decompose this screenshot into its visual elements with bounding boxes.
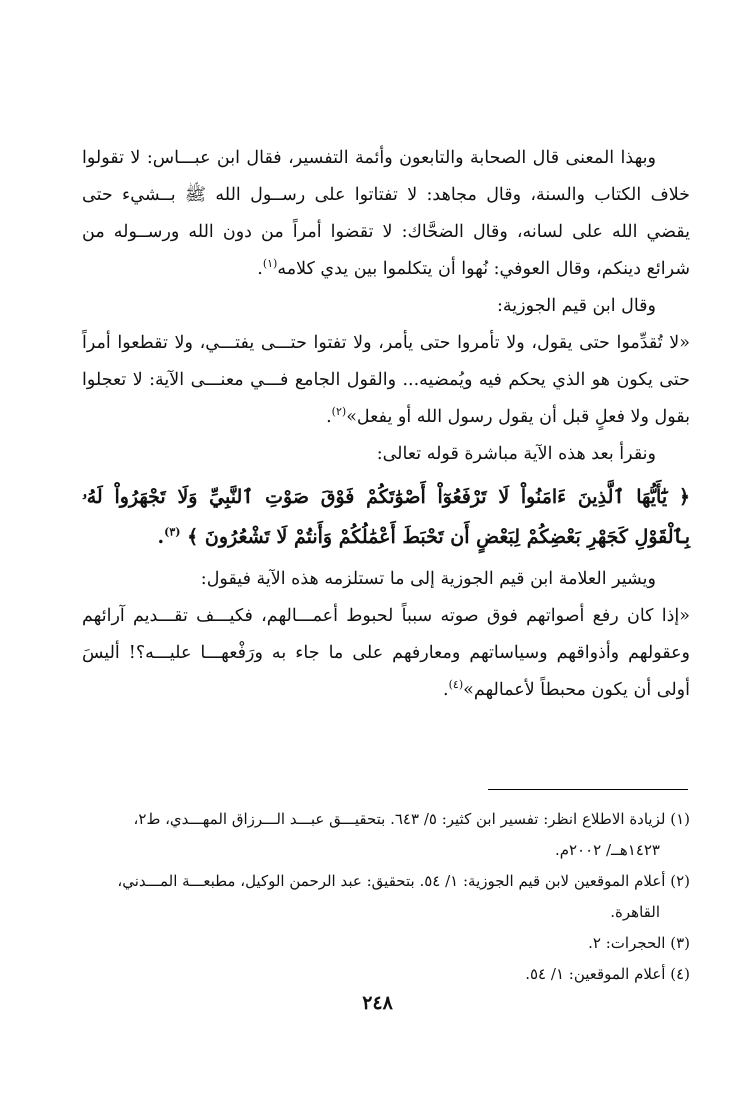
paragraph-1-text: وبهذا المعنى قال الصحابة والتابعون وأئمة التفسير، فقال ابن عبـــاس: لا تقولوا خلاف الكتاب والسنة، وقال مجاهد: لا تفتاتوا على رســول الله ﷺ بــشيء حتى يقضي الله على لسانه، وقال الضحَّاك: لا تقضوا أمراً من دون الله ورســوله من شرائع دينكم، وقال العوفي: نُهوا أن يتكلموا بين يدي كلامه <box>82 148 690 279</box>
footnote-2-line1: (٢) أعلام الموقعين لابن قيم الجوزية: ١/ ٥٤. بتحقيق: عبد الرحمن الوكيل، مطبعـــة المـــدني، <box>117 872 690 890</box>
footnote-1-line1: (١) لزيادة الاطلاع انظر: تفسير ابن كثير: ٥/ ٦٤٣. بتحقيـــق عبـــد الـــرزاق المهـــدي، ط٢، <box>133 810 690 828</box>
footnote-ref-3[interactable]: (٣) <box>164 525 181 539</box>
footnote-separator <box>488 789 688 790</box>
footnote-3: (٣) الحجرات: ٢. <box>588 934 690 952</box>
footnote-1-continued: ١٤٢٣هــ/ ٢٠٠٢م. <box>554 841 660 859</box>
paragraph-1 <box>82 140 690 288</box>
page-number: ٢٤٨ <box>362 992 393 1014</box>
paragraph-1-end: . <box>257 259 263 279</box>
paragraph-3-quote <box>82 325 690 436</box>
paragraph-3-end: . <box>326 407 332 427</box>
main-text <box>82 140 690 709</box>
footnotes <box>82 804 690 990</box>
paragraph-6-end: . <box>443 680 449 700</box>
footnote-4: (٤) أعلام الموقعين: ١/ ٥٤. <box>525 965 690 983</box>
paragraph-4: ونقرأ بعد هذه الآية مباشرة قوله تعالى: <box>376 444 656 464</box>
paragraph-2: وقال ابن قيم الجوزية: <box>496 296 656 316</box>
paragraph-5: ويشير العلامة ابن قيم الجوزية إلى ما تستلزمه هذه الآية فيقول: <box>200 569 656 589</box>
paragraph-6-text: «إذا كان رفع أصواتهم فوق صوته سبباً لحبوط أعمـــالهم، فكيـــف تقـــديم آرائهم وعقولهم وأذواقهم وسياساتهم ومعارفهم على ما جاء به ورَفْعهـــا عليـــه؟! أليسَ أولى أن يكون محبطاً لأعمالهم» <box>82 606 690 700</box>
footnote-2 <box>82 866 690 897</box>
footnote-ref-2[interactable]: (٢) <box>331 405 347 419</box>
footnote-ref-4[interactable]: (٤) <box>448 678 464 692</box>
quran-verse-text: ﴿ يَٰٓأَيُّهَا ٱلَّذِينَ ءَامَنُواْ لَا تَرْفَعُوٓاْ أَصْوَٰتَكُمْ فَوْقَ صَوْتِ ٱلنَّبِيِّ وَلَا تَجْهَرُواْ لَهُۥ بِٱلْقَوْلِ كَجَهْرِ بَعْضِكُمْ لِبَعْضٍ أَن تَحْبَطَ أَعْمَٰلُكُمْ وَأَنتُمْ لَا تَشْعُرُونَ ﴾ <box>82 486 690 548</box>
footnote-1 <box>82 804 690 835</box>
footnote-2-continued: القاهرة. <box>610 903 660 921</box>
paragraph-3-text: «لا تُقدِّموا حتى يقول، ولا تأمروا حتى يأمر، ولا تفتوا حتـــى يفتـــي، ولا تقطعوا أمراً حتى يكون هو الذي يحكم فيه ويُمضيه... والقول الجامع فـــي معنـــى الآية: لا تعجلوا بقول ولا فعلٍ قبل أن يقول رسول الله أو يفعل» <box>82 333 690 427</box>
paragraph-6-quote <box>82 598 690 709</box>
quran-verse-end: . <box>157 526 165 548</box>
quran-verse <box>82 477 690 557</box>
footnote-ref-1[interactable]: (١) <box>262 257 278 271</box>
